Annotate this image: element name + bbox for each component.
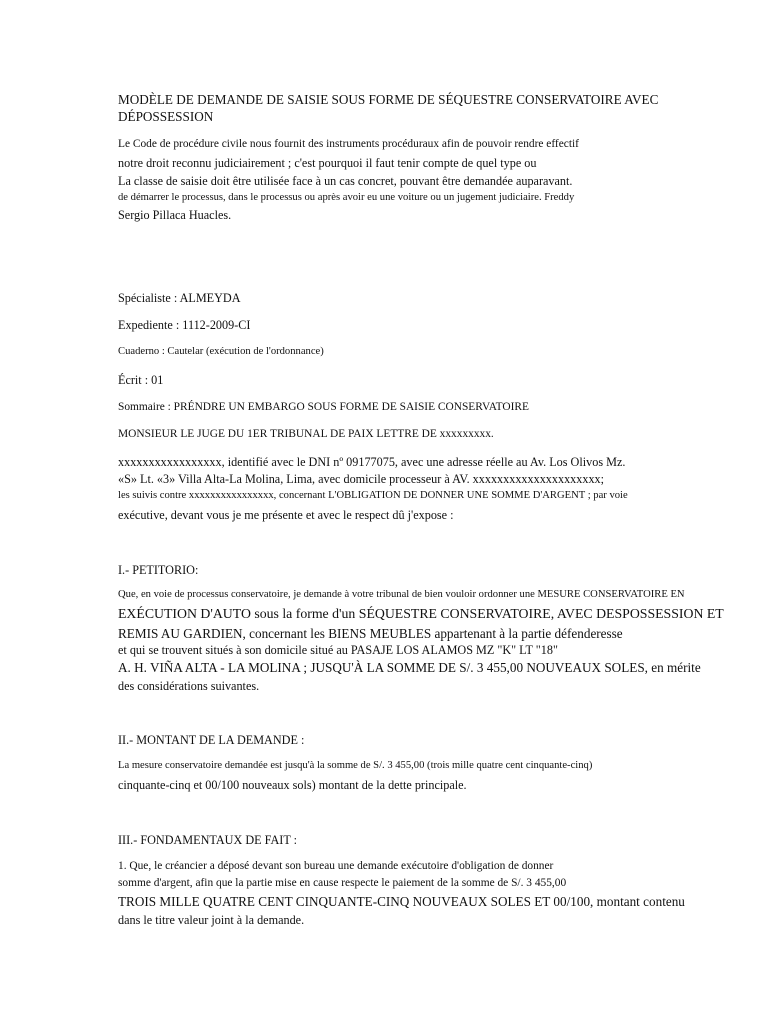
fondamentaux-line: somme d'argent, afin que la partie mise en cause respecte le paiement de la somme de S/. 3 455,00 [118, 877, 567, 889]
fondamentaux-line: 1. Que, le créancier a déposé devant son bureau une demande exécutoire d'obligation de donner [118, 860, 554, 872]
petitorio-line: EXÉCUTION D'AUTO sous la forme d'un SÉQUESTRE CONSERVATOIRE, AVEC DESPOSSESSION ET [118, 606, 724, 621]
identification-line: xxxxxxxxxxxxxxxxx, identifié avec le DNI nº 09177075, avec une adresse réelle au Av. Los Olivos Mz. [118, 455, 626, 469]
identification-line: «S» Lt. «3» Villa Alta-La Molina, Lima, avec domicile processeur à AV. xxxxxxxxxxxxxxxxxxxxx; [118, 472, 605, 486]
fondamentaux-line: TROIS MILLE QUATRE CENT CINQUANTE-CINQ NOUVEAUX SOLES ET 00/100, montant contenu [118, 894, 685, 909]
specialiste-field: Spécialiste : ALMEYDA [118, 291, 241, 305]
intro-line: Le Code de procédure civile nous fournit des instruments procéduraux afin de pouvoir rendre effectif [118, 138, 579, 150]
document-title-line-2: DÉPOSSESSION [118, 109, 214, 124]
fondamentaux-line: dans le titre valeur joint à la demande. [118, 913, 305, 927]
petitorio-line: Que, en voie de processus conservatoire, je demande à votre tribunal de bien vouloir ordonner une MESURE CONSERVATOIRE EN [118, 589, 685, 600]
montant-line: cinquante-cinq et 00/100 nouveaux sols) montant de la dette principale. [118, 778, 467, 792]
petitorio-line: et qui se trouvent situés à son domicile situé au PASAJE LOS ALAMOS MZ "K" LT "18" [118, 643, 558, 657]
juge-address: MONSIEUR LE JUGE DU 1ER TRIBUNAL DE PAIX LETTRE DE xxxxxxxxx. [118, 428, 494, 440]
intro-line: La classe de saisie doit être utilisée face à un cas concret, pouvant être demandée auparavant. [118, 174, 573, 188]
section-heading-fondamentaux: III.- FONDAMENTAUX DE FAIT : [118, 833, 297, 847]
cuaderno-field: Cuaderno : Cautelar (exécution de l'ordonnance) [118, 346, 324, 357]
petitorio-line: A. H. VIÑA ALTA - LA MOLINA ; JUSQU'À LA SOMME DE S/. 3 455,00 NOUVEAUX SOLES, en mérite [118, 660, 701, 675]
petitorio-line: des considérations suivantes. [118, 679, 260, 693]
identification-line: les suivis contre xxxxxxxxxxxxxxxx, concernant L'OBLIGATION DE DONNER UNE SOMME D'ARGENT ; par voie [118, 490, 628, 501]
section-heading-petitorio: I.- PETITORIO: [118, 563, 199, 577]
expediente-field: Expediente : 1112-2009-CI [118, 318, 251, 332]
document-title-line-1: MODÈLE DE DEMANDE DE SAISIE SOUS FORME DE SÉQUESTRE CONSERVATOIRE AVEC [118, 92, 659, 107]
montant-line: La mesure conservatoire demandée est jusqu'à la somme de S/. 3 455,00 (trois mille quatre cent cinquante-cinq) [118, 760, 593, 771]
identification-line: exécutive, devant vous je me présente et avec le respect dû j'expose : [118, 508, 454, 522]
sommaire-field: Sommaire : PRÉNDRE UN EMBARGO SOUS FORME DE SAISIE CONSERVATOIRE [118, 401, 529, 413]
intro-line: de démarrer le processus, dans le processus ou après avoir eu une voiture ou un jugement judiciaire. Freddy [118, 192, 575, 203]
section-heading-montant: II.- MONTANT DE LA DEMANDE : [118, 733, 305, 747]
ecrit-field: Écrit : 01 [118, 373, 164, 387]
petitorio-line: REMIS AU GARDIEN, concernant les BIENS MEUBLES appartenant à la partie défenderesse [118, 626, 623, 641]
intro-line: notre droit reconnu judiciairement ; c'est pourquoi il faut tenir compte de quel type ou [118, 156, 537, 170]
intro-line: Sergio Pillaca Huacles. [118, 208, 232, 222]
